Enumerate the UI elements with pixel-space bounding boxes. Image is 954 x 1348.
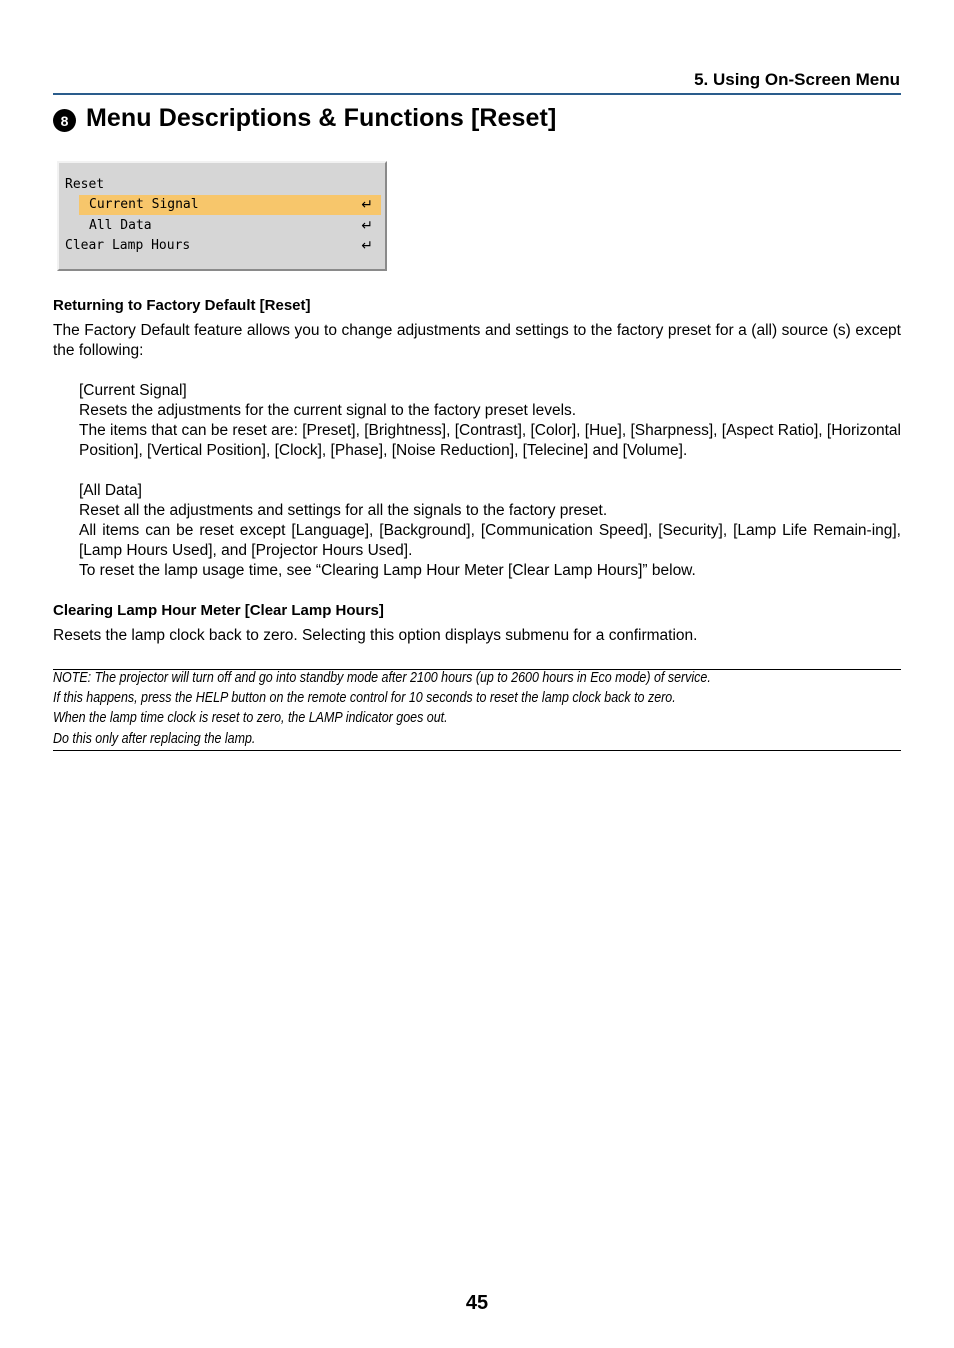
current-signal-items: The items that can be reset are: [Preset], [Brightness], [Contrast], [Color], [Hue], [Sharpness], [Aspect Ratio], [Horizontal Position], [Vertical Position], [Clock], [Phase], [Noise Reduction], [Telecine] and [Volume]. bbox=[79, 422, 901, 459]
note-line: Do this only after replacing the lamp. bbox=[53, 731, 256, 747]
page-number: 45 bbox=[465, 1292, 489, 1314]
enter-icon: ↵ bbox=[361, 218, 373, 234]
reset-heading: Returning to Factory Default [Reset] bbox=[53, 297, 311, 314]
osd-item-all-data[interactable] bbox=[79, 216, 381, 236]
note-line: If this happens, press the HELP button on the remote control for 10 seconds to reset the lamp clock back to zero. bbox=[53, 690, 676, 706]
clear-lamp-heading: Clearing Lamp Hour Meter [Clear Lamp Hours] bbox=[53, 602, 384, 619]
clear-lamp-body: Resets the lamp clock back to zero. Selecting this option displays submenu for a confirmation. bbox=[53, 627, 698, 644]
all-data-items: All items can be reset except [Language], [Background], [Communication Speed], [Security], [Lamp Life Remain-ing], [Lamp Hours Used], and [Projector Hours Used]. bbox=[79, 522, 901, 559]
osd-item-label: All Data bbox=[89, 218, 152, 233]
enter-icon: ↵ bbox=[361, 197, 373, 213]
enter-icon: ↵ bbox=[361, 238, 373, 254]
reset-intro: The Factory Default feature allows you to change adjustments and settings to the factory preset for a (all) source (s) except the following: bbox=[53, 322, 901, 359]
current-signal-desc: Resets the adjustments for the current signal to the factory preset levels. bbox=[79, 402, 577, 419]
section-title: Menu Descriptions & Functions [Reset] bbox=[86, 104, 557, 132]
current-signal-label: [Current Signal] bbox=[79, 382, 187, 399]
all-data-label: [All Data] bbox=[79, 482, 142, 499]
header-rule bbox=[53, 93, 901, 95]
note-line: When the lamp time clock is reset to zero, the LAMP indicator goes out. bbox=[53, 710, 448, 726]
section-number-badge: 8 bbox=[53, 109, 76, 132]
osd-item-label: Current Signal bbox=[89, 197, 199, 212]
note-line: NOTE: The projector will turn off and go into standby mode after 2100 hours (up to 2600 hours in Eco mode) of service. bbox=[53, 670, 711, 686]
osd-reset-menu bbox=[57, 161, 387, 271]
chapter-title: 5. Using On-Screen Menu bbox=[694, 70, 900, 89]
note-bottom-rule bbox=[53, 750, 901, 751]
osd-item-clear-lamp-hours[interactable] bbox=[65, 236, 381, 256]
osd-item-label: Clear Lamp Hours bbox=[65, 238, 191, 253]
all-data-lamp-ref: To reset the lamp usage time, see “Clearing Lamp Hour Meter [Clear Lamp Hours]” below. bbox=[79, 562, 696, 579]
osd-menu-title: Reset bbox=[65, 177, 105, 192]
all-data-desc: Reset all the adjustments and settings for all the signals to the factory preset. bbox=[79, 502, 608, 519]
section-heading bbox=[53, 104, 556, 133]
osd-item-current-signal[interactable] bbox=[79, 195, 381, 215]
